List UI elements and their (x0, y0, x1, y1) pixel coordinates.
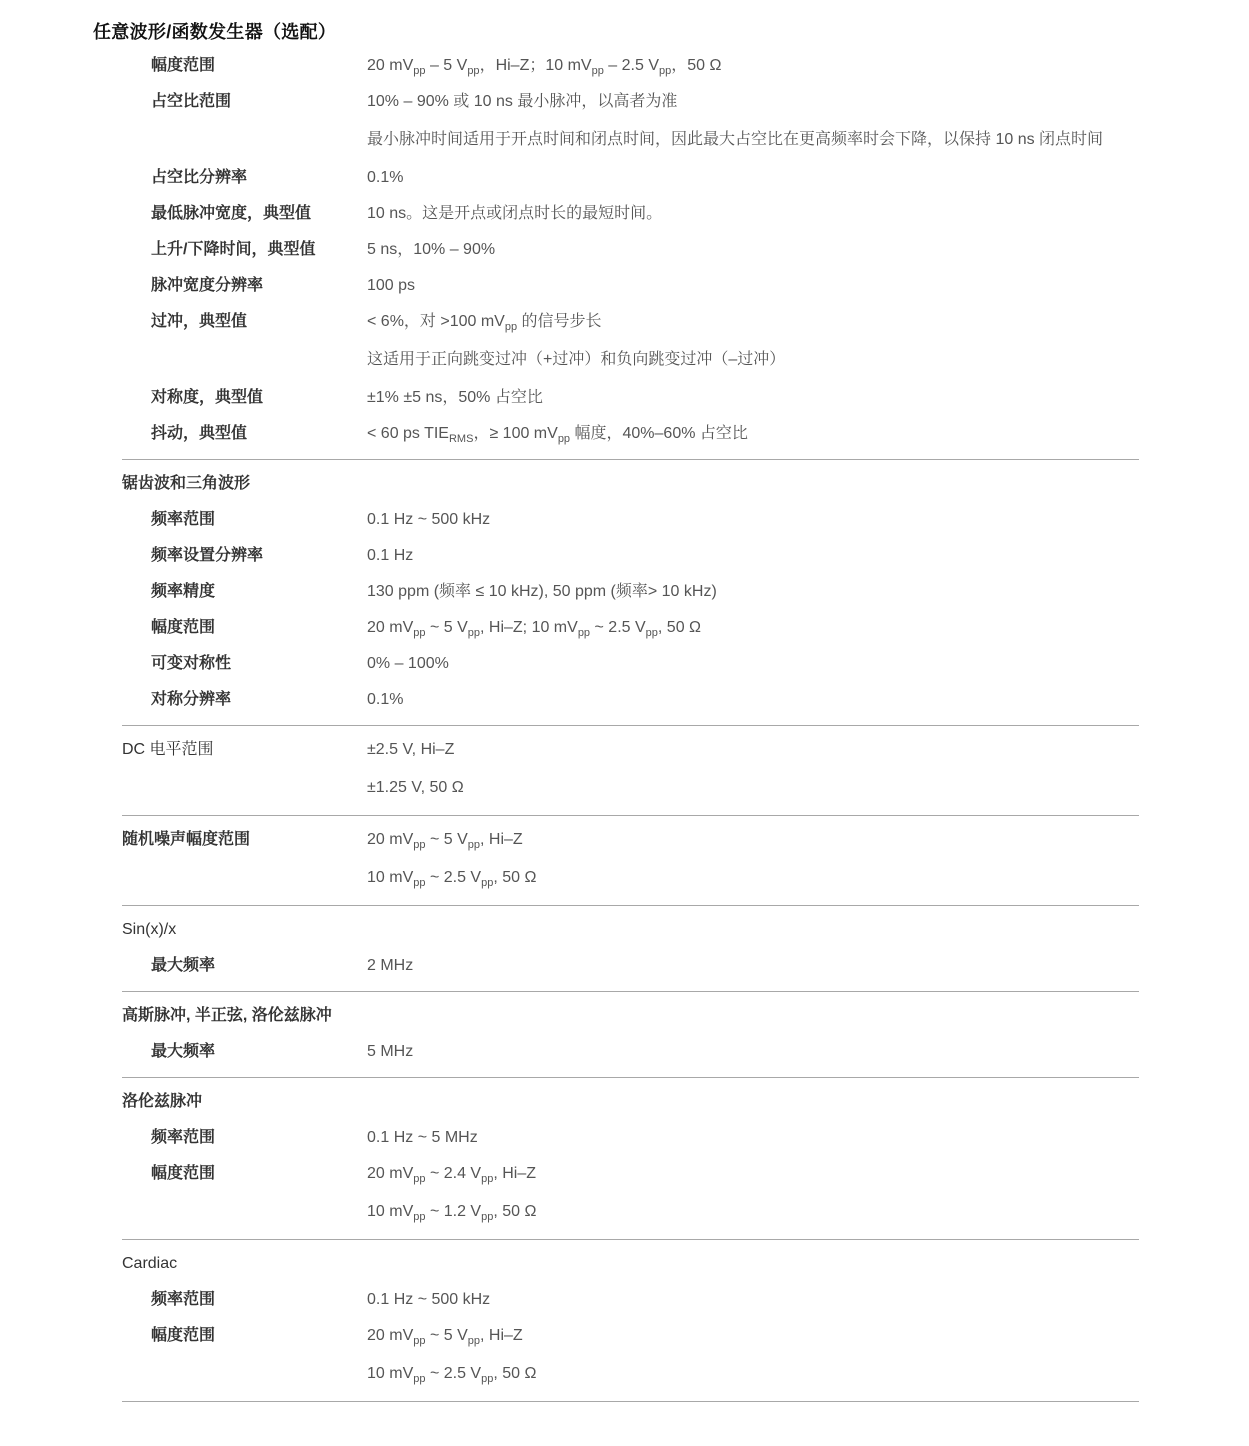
spec-row-cardiac-freq (122, 1282, 1139, 1318)
spec-row-width-res (122, 268, 1139, 304)
spec-row-jitter (122, 416, 1139, 452)
row-label: 幅度范围 (151, 1165, 216, 1182)
section-heading: DC 电平范围 (122, 741, 214, 758)
section-divider (122, 905, 1139, 906)
row-value: 20 $mV_{pp}$ ~ 5 $V_{pp}$, Hi–Z (367, 1327, 523, 1347)
row-label: 最大频率 (151, 957, 216, 974)
row-label: 幅度范围 (151, 57, 216, 74)
spec-row-gauss-max (122, 1034, 1139, 1070)
row-label: 抖动，典型值 (151, 425, 248, 442)
spec-row-dc-2 (122, 768, 1139, 808)
spec-row-noise (122, 822, 1139, 858)
section-divider (122, 725, 1139, 726)
section-heading-lorentz (122, 1084, 1139, 1120)
spec-row-lorentz-amp-2 (122, 1192, 1139, 1232)
spec-row-ramp-sym-res (122, 682, 1139, 718)
row-value: 0.1 Hz ~ 500 kHz (367, 1291, 491, 1308)
spec-row-duty-note (122, 120, 1139, 160)
row-value: 2 MHz (367, 957, 414, 974)
row-value: < 6%，对 >100 $mV_{pp}$ 的信号步长 (367, 313, 602, 333)
row-label: 占空比范围 (151, 93, 232, 110)
row-label: 频率范围 (151, 1129, 216, 1146)
spec-table (122, 48, 1139, 1408)
section-divider (122, 1239, 1139, 1240)
row-label: 频率精度 (151, 583, 216, 600)
spec-row-overshoot (122, 304, 1139, 340)
spec-row-duty (122, 84, 1139, 120)
row-value: 10 $mV_{pp}$ ~ 2.5 $V_{pp}$, 50 Ω (367, 869, 537, 889)
section-divider (122, 991, 1139, 992)
row-value: 20 $mV_{pp}$ ~ 2.4 $V_{pp}$, Hi–Z (367, 1165, 537, 1185)
spec-row-lorentz-amp (122, 1156, 1139, 1192)
section-heading: 锯齿波和三角波形 (122, 475, 251, 492)
spec-row-symmetry (122, 380, 1139, 416)
row-label: 可变对称性 (151, 655, 232, 672)
row-label: 脉冲宽度分辨率 (151, 277, 264, 294)
row-value: 130 ppm (频率 ≤ 10 kHz), 50 ppm (频率> 10 kHz) (367, 583, 717, 600)
page-title: 任意波形/函数发生器（选配） (93, 22, 337, 42)
spec-row-min-width (122, 196, 1139, 232)
spec-row-cardiac-amp-2 (122, 1354, 1139, 1394)
section-heading: Cardiac (122, 1255, 178, 1272)
row-value: ±2.5 V, Hi–Z (367, 741, 455, 758)
spec-row-duty-res (122, 160, 1139, 196)
row-label: 上升/下降时间，典型值 (151, 241, 316, 258)
spec-row-overshoot-note (122, 340, 1139, 380)
spec-row-amplitude (122, 48, 1139, 84)
row-value: 0.1 Hz ~ 500 kHz (367, 511, 491, 528)
spec-row-ramp-freq (122, 502, 1139, 538)
spec-row-cardiac-amp (122, 1318, 1139, 1354)
row-label: 占空比分辨率 (151, 169, 248, 186)
row-value: 0.1 Hz ~ 5 MHz (367, 1129, 478, 1146)
spec-row-ramp-amp (122, 610, 1139, 646)
section-heading-sinc (122, 912, 1139, 948)
row-value: 5 ns，10% – 90% (367, 241, 496, 258)
section-heading: 洛伦兹脉冲 (122, 1093, 203, 1110)
row-value: 10 $mV_{pp}$ ~ 1.2 $V_{pp}$, 50 Ω (367, 1203, 537, 1223)
section-heading: 随机噪声幅度范围 (122, 831, 251, 848)
row-label: 过冲，典型值 (151, 313, 248, 330)
row-value: 0.1 Hz (367, 547, 414, 564)
section-heading: 高斯脉冲, 半正弦, 洛伦兹脉冲 (122, 1007, 332, 1024)
spec-row-dc (122, 732, 1139, 768)
row-value: 0% – 100% (367, 655, 449, 672)
row-label: 对称度，典型值 (151, 389, 264, 406)
row-label: 频率设置分辨率 (151, 547, 264, 564)
spec-row-ramp-var-sym (122, 646, 1139, 682)
section-heading-ramp (122, 466, 1139, 502)
row-label: 频率范围 (151, 1291, 216, 1308)
row-value: 20 $mV_{pp} - 5$ $V_{pp}$，Hi–Z；10 $mV_{pp} - 2.5$ $V_{pp}$，50 Ω (367, 57, 722, 77)
row-label: 最大频率 (151, 1043, 216, 1060)
spec-row-lorentz-freq (122, 1120, 1139, 1156)
row-value: 0.1% (367, 691, 404, 708)
row-value: ±1.25 V, 50 Ω (367, 779, 464, 796)
spec-row-sinc-max (122, 948, 1139, 984)
row-value: 5 MHz (367, 1043, 414, 1060)
spec-row-noise-2 (122, 858, 1139, 898)
row-label: 对称分辨率 (151, 691, 232, 708)
row-note: 这适用于正向跳变过冲（+过冲）和负向跳变过冲（–过冲） (367, 351, 786, 368)
row-value: 0.1% (367, 169, 404, 186)
section-divider (122, 1401, 1139, 1402)
row-value: ±1% ±5 ns，50% 占空比 (367, 389, 543, 406)
row-label: 最低脉冲宽度，典型值 (151, 205, 312, 222)
row-value: 10 ns。这是开点或闭点时长的最短时间。 (367, 205, 663, 222)
row-value: 10% – 90% 或 10 ns 最小脉冲，以高者为准 (367, 93, 678, 110)
section-heading-gauss (122, 998, 1139, 1034)
row-value: 20 $mV_{pp}$ ~ 5 $V_{pp}$, Hi–Z (367, 831, 523, 851)
row-value: 10 $mV_{pp}$ ~ 2.5 $V_{pp}$, 50 Ω (367, 1365, 537, 1385)
row-value: 100 ps (367, 277, 416, 294)
spec-row-rise (122, 232, 1139, 268)
spec-row-ramp-freq-res (122, 538, 1139, 574)
row-label: 幅度范围 (151, 619, 216, 636)
section-divider (122, 1077, 1139, 1078)
spec-row-ramp-freq-acc (122, 574, 1139, 610)
section-divider (122, 459, 1139, 460)
row-label: 频率范围 (151, 511, 216, 528)
section-heading-cardiac (122, 1246, 1139, 1282)
row-value: 20 $mV_{pp}$ ~ 5 $V_{pp}$, Hi–Z; 10 $mV_{pp}$ ~ 2.5 $V_{pp}$, 50 Ω (367, 619, 701, 639)
row-value: < 60 ps $TIE_{RMS}$，≥ 100 $mV_{pp}$ 幅度，40%–60% 占空比 (367, 425, 748, 445)
section-heading: Sin(x)/x (122, 921, 177, 938)
row-label: 幅度范围 (151, 1327, 216, 1344)
row-note: 最小脉冲时间适用于开点时间和闭点时间，因此最大占空比在更高频率时会下降，以保持 10 ns 闭点时间 (367, 131, 1104, 148)
section-divider (122, 815, 1139, 816)
